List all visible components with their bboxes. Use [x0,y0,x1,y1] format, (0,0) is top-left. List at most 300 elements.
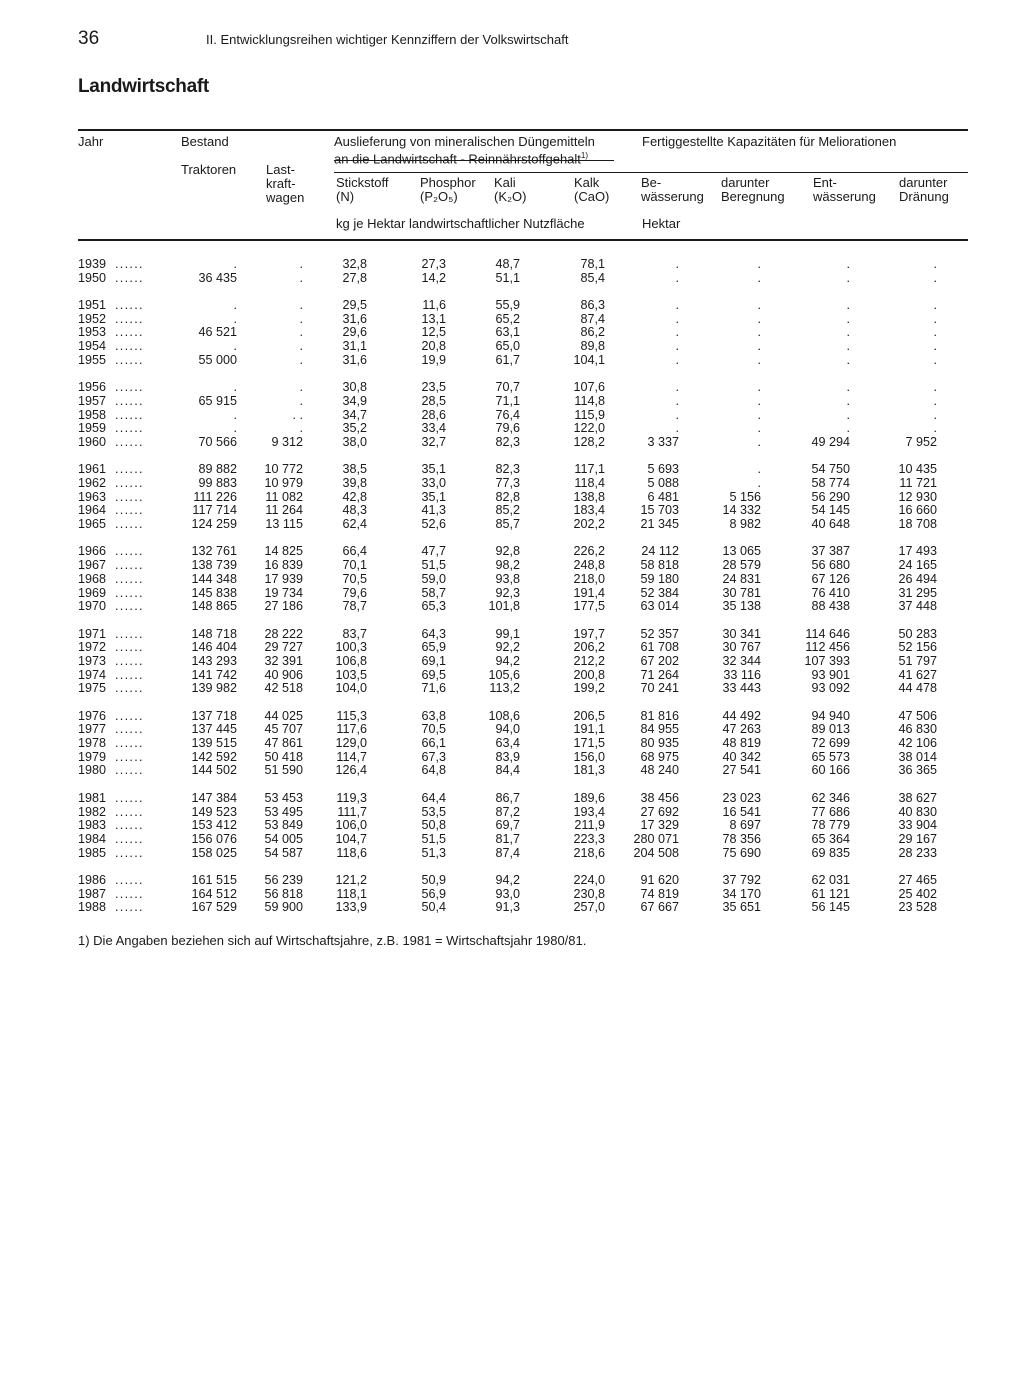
table-row [78,819,968,833]
kalk-cell: 122,0 [573,421,605,436]
table-row [78,436,968,450]
year-cell: 1956 [78,380,107,395]
draenung-cell: 31 295 [898,585,937,600]
kalk-cell: 218,0 [573,571,605,586]
header-meliorationen: Fertiggestellte Kapazitäten für Meliorationen [642,134,897,149]
traktoren-cell: 146 404 [191,640,237,655]
draenung-cell: 17 493 [898,544,937,559]
entwaesserung-cell: 65 573 [811,749,850,764]
bewaesserung-cell: 48 240 [640,763,679,778]
beregnung-cell: . [757,393,761,408]
kalk-cell: 257,0 [573,900,605,915]
kali-cell: 82,3 [495,462,520,477]
bewaesserung-cell: . [675,339,679,354]
leader-dots: ...... [115,818,144,833]
kali-cell: 69,7 [495,818,520,833]
phosphor-cell: 69,1 [421,653,446,668]
year-cell: 1971 [78,626,107,641]
year-cell: 1969 [78,585,107,600]
table-row [78,600,968,614]
bewaesserung-cell: 74 819 [640,886,679,901]
draenung-cell: . [933,311,937,326]
bewaesserung-cell: 80 935 [640,736,679,751]
draenung-cell: 26 494 [898,571,937,586]
lastkraftwagen-cell: . [299,352,303,367]
beregnung-cell: 35 651 [722,900,761,915]
draenung-cell: . [933,352,937,367]
stickstoff-cell: 34,9 [342,393,367,408]
kalk-cell: 85,4 [580,270,605,285]
stickstoff-cell: 118,1 [336,886,367,901]
kali-cell: 85,7 [495,517,520,532]
beregnung-cell: 16 541 [722,804,761,819]
leader-dots: ...... [115,571,144,586]
leader-dots: ...... [115,722,144,737]
table-row [78,313,968,327]
leader-dots: ...... [115,845,144,860]
phosphor-cell: 47,7 [421,544,446,559]
draenung-cell: . [933,421,937,436]
bewaesserung-cell: . [675,352,679,367]
beregnung-cell: 47 263 [722,722,761,737]
entwaesserung-cell: . [846,421,850,436]
header-stickstoff: Stickstoff (N) [336,175,389,204]
entwaesserung-cell: 94 940 [811,708,850,723]
leader-dots: ...... [115,681,144,696]
lastkraftwagen-cell: 11 082 [265,489,303,504]
year-cell: 1970 [78,599,107,614]
year-cell: 1976 [78,708,107,723]
leader-dots: ...... [115,407,144,422]
lastkraftwagen-cell: 10 772 [264,462,303,477]
stickstoff-cell: 42,8 [342,489,367,504]
entwaesserung-cell: 54 750 [811,462,850,477]
year-cell: 1967 [78,558,107,573]
header-unit-hektar: Hektar [642,216,681,231]
stickstoff-cell: 62,4 [342,517,367,532]
year-cell: 1960 [78,434,107,449]
bewaesserung-cell: 52 357 [640,626,679,641]
kalk-cell: 86,2 [580,325,605,340]
traktoren-cell: 143 293 [191,653,237,668]
draenung-cell: . [933,270,937,285]
leader-dots: ...... [115,831,144,846]
traktoren-cell: 142 592 [191,749,237,764]
table-row [78,751,968,765]
beregnung-cell: 30 781 [722,585,761,600]
bewaesserung-cell: 52 384 [640,585,679,600]
draenung-cell: 33 904 [898,818,937,833]
phosphor-cell: 66,1 [421,736,446,751]
entwaesserung-cell: 107 393 [804,653,850,668]
beregnung-cell: . [757,421,761,436]
bewaesserung-cell: 38 456 [640,790,679,805]
kalk-cell: 86,3 [580,298,605,313]
table-row [78,737,968,751]
entwaesserung-cell: 61 121 [811,886,850,901]
draenung-cell: 52 156 [898,640,937,655]
bewaesserung-cell: 68 975 [640,749,679,764]
lastkraftwagen-cell: 19 734 [264,585,303,600]
entwaesserung-cell: 65 364 [811,831,850,846]
header-draenung: darunter Dränung [899,175,949,204]
draenung-cell: 50 283 [898,626,937,641]
table-row [78,491,968,505]
leader-dots: ...... [115,640,144,655]
beregnung-cell: 34 170 [722,886,761,901]
traktoren-cell: . [233,257,237,271]
year-cell: 1975 [78,681,107,696]
phosphor-cell: 19,9 [421,352,446,367]
year-cell: 1980 [78,763,107,778]
year-cell: 1962 [78,476,107,490]
entwaesserung-cell: 56 145 [811,900,850,915]
lastkraftwagen-cell: . [299,393,303,408]
year-cell: 1954 [78,339,107,354]
kalk-cell: 199,2 [573,681,605,696]
entwaesserung-cell: 76 410 [811,585,850,600]
leader-dots: ...... [115,667,144,682]
draenung-cell: . [933,339,937,354]
kalk-cell: 118,4 [574,476,605,490]
entwaesserung-cell: 62 346 [811,790,850,805]
header-phosphor: Phosphor (P₂O₅) [420,175,476,204]
leader-dots: ...... [115,393,144,408]
traktoren-cell: 46 521 [198,325,237,340]
leader-dots: ...... [115,886,144,901]
entwaesserung-cell: . [846,380,850,395]
lastkraftwagen-cell: . . [292,407,303,422]
phosphor-cell: 32,7 [421,434,446,449]
kali-cell: 71,1 [495,393,520,408]
draenung-cell: 23 528 [898,900,937,915]
beregnung-cell: 30 767 [722,640,761,655]
kali-cell: 105,6 [488,667,520,682]
stickstoff-cell: 126,4 [335,763,367,778]
kali-cell: 108,6 [488,708,520,723]
lastkraftwagen-cell: 54 587 [264,845,303,860]
phosphor-cell: 33,0 [421,476,446,490]
phosphor-cell: 51,5 [421,558,446,573]
lastkraftwagen-cell: 53 495 [264,804,303,819]
bewaesserung-cell: 6 481 [647,489,679,504]
bewaesserung-cell: . [675,421,679,436]
traktoren-cell: 153 412 [191,818,237,833]
traktoren-cell: 148 865 [191,599,237,614]
beregnung-cell: . [757,311,761,326]
kalk-cell: 177,5 [573,599,605,614]
beregnung-cell: . [757,257,761,271]
phosphor-cell: 51,5 [421,831,446,846]
kali-cell: 83,9 [495,749,520,764]
table-row [78,354,968,368]
draenung-cell: 12 930 [898,489,937,504]
traktoren-cell: 144 502 [191,763,237,778]
table-row [78,381,968,395]
header-bestand: Bestand [181,134,229,149]
traktoren-cell: 164 512 [191,886,237,901]
lastkraftwagen-cell: 54 005 [264,831,303,846]
leader-dots: ...... [115,476,144,490]
year-cell: 1977 [78,722,107,737]
leader-dots: ...... [115,462,144,477]
year-cell: 1987 [78,886,107,901]
entwaesserung-cell: . [846,325,850,340]
entwaesserung-cell: . [846,352,850,367]
leader-dots: ...... [115,298,144,313]
phosphor-cell: 71,6 [421,681,446,696]
bewaesserung-cell: 70 241 [640,681,679,696]
bewaesserung-cell: . [675,407,679,422]
kalk-cell: 156,0 [573,749,605,764]
kali-cell: 113,2 [489,681,520,696]
stickstoff-cell: 114,7 [336,749,367,764]
bewaesserung-cell: 84 955 [640,722,679,737]
table-row [78,587,968,601]
entwaesserung-cell: 93 901 [811,667,850,682]
draenung-cell: . [933,257,937,271]
lastkraftwagen-cell: . [299,257,303,271]
kali-cell: 76,4 [495,407,520,422]
phosphor-cell: 33,4 [421,421,446,436]
kali-cell: 65,2 [495,311,520,326]
year-cell: 1982 [78,804,107,819]
beregnung-cell: . [757,298,761,313]
stickstoff-cell: 106,8 [335,653,367,668]
year-cell: 1984 [78,831,107,846]
kalk-cell: 223,3 [573,831,605,846]
bewaesserung-cell: 58 818 [640,558,679,573]
bewaesserung-cell: 59 180 [640,571,679,586]
phosphor-cell: 53,5 [421,804,446,819]
lastkraftwagen-cell: 56 818 [264,886,303,901]
traktoren-cell: 124 259 [191,517,237,532]
traktoren-cell: 145 838 [191,585,237,600]
stickstoff-cell: 34,7 [342,407,367,422]
beregnung-cell: . [757,476,761,490]
header-lastkraftwagen [266,163,304,205]
entwaesserung-cell: 58 774 [811,476,850,490]
lastkraftwagen-cell: 16 839 [264,558,303,573]
kalk-cell: 212,2 [573,653,605,668]
bewaesserung-cell: 15 703 [640,503,679,518]
entwaesserung-cell: 72 699 [811,736,850,751]
stickstoff-cell: 118,6 [336,845,367,860]
draenung-cell: 18 708 [898,517,937,532]
beregnung-cell: 78 356 [722,831,761,846]
beregnung-cell: 14 332 [722,503,761,518]
kali-cell: 93,8 [495,571,520,586]
lastkraftwagen-cell: 56 239 [264,872,303,887]
entwaesserung-cell: 62 031 [811,872,850,887]
table-row [78,299,968,313]
table-row [78,764,968,778]
lastkraftwagen-cell: . [299,325,303,340]
entwaesserung-cell: 78 779 [811,818,850,833]
beregnung-cell: 33 443 [722,681,761,696]
stickstoff-cell: 31,1 [342,339,367,354]
kali-cell: 63,1 [495,325,520,340]
leader-dots: ...... [115,872,144,887]
draenung-cell: 46 830 [898,722,937,737]
table-row [78,874,968,888]
lastkraftwagen-cell: . [299,298,303,313]
stickstoff-cell: 27,8 [342,270,367,285]
kalk-cell: 230,8 [573,886,605,901]
header-kalk: Kalk (CaO) [574,175,610,204]
traktoren-cell: . [233,421,237,436]
kali-cell: 81,7 [495,831,520,846]
leader-dots: ...... [115,626,144,641]
beregnung-cell: 37 792 [722,872,761,887]
phosphor-cell: 64,4 [421,790,446,805]
kalk-cell: 211,9 [574,818,605,833]
phosphor-cell: 64,3 [421,626,446,641]
leader-dots: ...... [115,708,144,723]
table-row [78,518,968,532]
leader-dots: ...... [115,503,144,518]
kali-cell: 82,8 [495,489,520,504]
traktoren-cell: 137 718 [191,708,237,723]
lastkraftwagen-cell: 50 418 [264,749,303,764]
lastkraftwagen-cell: 9 312 [271,434,303,449]
kali-cell: 61,7 [495,352,520,367]
year-cell: 1951 [78,298,107,313]
beregnung-cell: 48 819 [722,736,761,751]
leader-dots: ...... [115,790,144,805]
bewaesserung-cell: 67 667 [640,900,679,915]
phosphor-cell: 65,3 [421,599,446,614]
leader-dots: ...... [115,653,144,668]
stickstoff-cell: 104,0 [335,681,367,696]
lastkraftwagen-cell: 27 186 [264,599,303,614]
year-cell: 1953 [78,325,107,340]
bewaesserung-cell: 17 329 [640,818,679,833]
kalk-cell: 226,2 [573,544,605,559]
draenung-cell: 36 365 [898,763,937,778]
entwaesserung-cell: . [846,311,850,326]
year-cell: 1988 [78,900,107,915]
lastkraftwagen-cell: 17 939 [264,571,303,586]
draenung-cell: 51 797 [898,653,937,668]
phosphor-cell: 69,5 [421,667,446,682]
stickstoff-cell: 111,7 [337,804,367,819]
stickstoff-cell: 117,6 [336,722,367,737]
table-row [78,723,968,737]
year-cell: 1961 [78,462,107,477]
beregnung-cell: . [757,462,761,477]
traktoren-cell: 149 523 [191,804,237,819]
data-table-body [78,258,968,915]
leader-dots: ...... [115,749,144,764]
kalk-cell: 191,1 [573,722,605,737]
running-head: II. Entwicklungsreihen wichtiger Kennziffern der Volkswirtschaft [206,32,569,47]
traktoren-cell: . [233,407,237,422]
lastkraftwagen-cell: . [299,311,303,326]
leader-dots: ...... [115,558,144,573]
table-row [78,833,968,847]
entwaesserung-cell: . [846,393,850,408]
traktoren-cell: 111 226 [193,489,237,504]
kali-cell: 48,7 [495,257,520,271]
stickstoff-cell: 100,3 [335,640,367,655]
phosphor-cell: 28,5 [421,393,446,408]
beregnung-cell: 27 541 [722,763,761,778]
leader-dots: ...... [115,763,144,778]
page-number: 36 [78,28,100,49]
year-cell: 1965 [78,517,107,532]
bewaesserung-cell: 3 337 [647,434,679,449]
lastkraftwagen-cell: 14 825 [264,544,303,559]
year-cell: 1968 [78,571,107,586]
stickstoff-cell: 66,4 [342,544,367,559]
traktoren-cell: 55 000 [198,352,237,367]
traktoren-cell: 158 025 [191,845,237,860]
leader-dots: ...... [115,311,144,326]
table-row [78,258,968,272]
bewaesserung-cell: 5 088 [647,476,679,490]
draenung-cell: 42 106 [898,736,937,751]
leader-dots: ...... [115,421,144,436]
year-cell: 1979 [78,749,107,764]
bewaesserung-cell: 61 708 [640,640,679,655]
beregnung-cell: 35 138 [722,599,761,614]
lastkraftwagen-cell: 47 861 [264,736,303,751]
kali-cell: 79,6 [495,421,520,436]
phosphor-cell: 64,8 [421,763,446,778]
stickstoff-cell: 31,6 [342,352,367,367]
leader-dots: ...... [115,270,144,285]
bewaesserung-cell: 24 112 [641,544,679,559]
bewaesserung-cell: 204 508 [633,845,679,860]
header-lkw-line3: wagen [266,190,305,205]
beregnung-cell: 8 697 [729,818,761,833]
lastkraftwagen-cell: 51 590 [264,763,303,778]
beregnung-cell: 75 690 [722,845,761,860]
draenung-cell: 47 506 [898,708,937,723]
stickstoff-cell: 70,1 [342,558,367,573]
kalk-cell: 107,6 [573,380,605,395]
year-cell: 1964 [78,503,107,518]
lastkraftwagen-cell: 29 727 [264,640,303,655]
stickstoff-cell: 38,5 [342,462,367,477]
beregnung-cell: . [757,434,761,449]
bewaesserung-cell: 5 693 [647,462,679,477]
stickstoff-cell: 115,3 [336,708,367,723]
kali-cell: 65,0 [495,339,520,354]
draenung-cell: 16 660 [898,503,937,518]
draenung-cell: 7 952 [905,434,937,449]
lastkraftwagen-cell: 40 906 [264,667,303,682]
stickstoff-cell: 119,3 [336,790,367,805]
stickstoff-cell: 104,7 [335,831,367,846]
phosphor-cell: 67,3 [421,749,446,764]
year-cell: 1983 [78,818,107,833]
table-row [78,669,968,683]
bewaesserung-cell: 63 014 [640,599,679,614]
header-auslieferung [334,135,595,166]
beregnung-cell: 30 341 [722,626,761,641]
entwaesserung-cell: 56 290 [811,489,850,504]
kali-cell: 82,3 [495,434,520,449]
entwaesserung-cell: 114 646 [805,626,850,641]
phosphor-cell: 28,6 [421,407,446,422]
header-traktoren: Traktoren [181,162,237,177]
entwaesserung-cell: 69 835 [811,845,850,860]
lastkraftwagen-cell: 10 979 [264,476,303,490]
footnote: 1) Die Angaben beziehen sich auf Wirtschaftsjahre, z.B. 1981 = Wirtschaftsjahr 1980/81. [78,933,587,948]
phosphor-cell: 41,3 [421,503,446,518]
